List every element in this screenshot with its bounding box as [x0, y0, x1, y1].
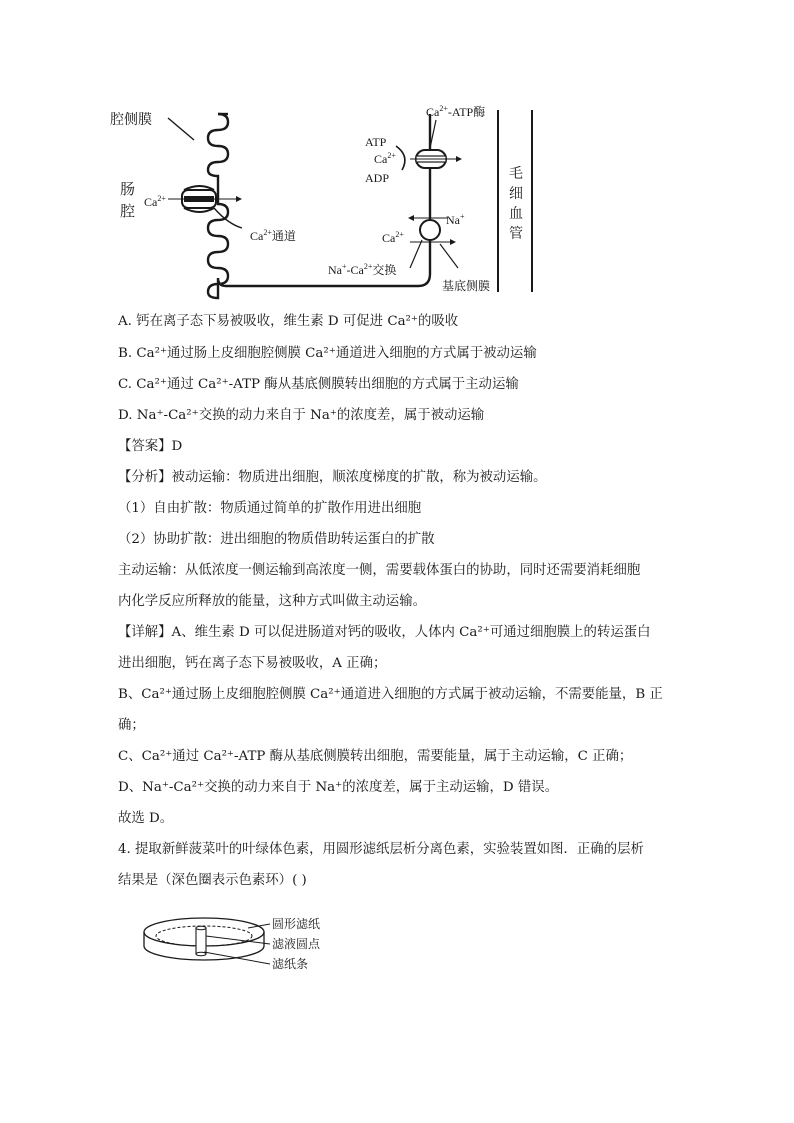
lumen-label-2: 腔: [120, 204, 136, 220]
analysis-line-1: 【分析】被动运输：物质进出细胞，顺浓度梯度的扩散，称为被动运输。: [118, 470, 547, 485]
na-label: Na+: [446, 212, 465, 227]
question4-stem-2: 结果是（深色圈表示色素环）( ): [118, 873, 307, 888]
question4-stem-1: 4. 提取新鲜菠菜叶的叶绿体色素，用圆形滤纸层析分离色素，实验装置如图．正确的层析: [118, 842, 644, 857]
cell-membrane: [208, 114, 430, 298]
detail-line-2: 进出细胞，钙在离子态下易被吸收，A 正确；: [118, 656, 387, 671]
detail-line-4: 确；: [118, 718, 145, 733]
ca-channel-label: $Ca^{2+}$通道: [250, 228, 296, 243]
ca-exchanger-label: $Ca^{2+}$: [382, 230, 404, 245]
luminal-membrane-label: 腔侧膜: [110, 113, 152, 128]
detail-line-3: B、Ca²⁺通过肠上皮细胞腔侧膜 Ca²⁺通道进入细胞的方式属于被动运输，不需要能量，B 正: [118, 687, 663, 702]
label-paper-strip: 滤纸条: [272, 957, 309, 971]
analysis-line-4: 主动运输：从低浓度一侧运输到高浓度一侧，需要载体蛋白的协助，同时还需要消耗细胞: [118, 563, 641, 578]
ca-pump-mid-label: $Ca^{2+}$: [374, 151, 396, 166]
option-c: C. Ca²⁺通过 Ca²⁺-ATP 酶从基底侧膜转出细胞的方式属于主动运输: [118, 377, 519, 392]
paper-wick-icon: [196, 928, 206, 954]
ca-atpase-label: $Ca^{2+}$-ATP酶: [426, 104, 486, 119]
option-b: B. Ca²⁺通过肠上皮细胞腔侧膜 Ca²⁺通道进入细胞的方式属于被动运输: [118, 346, 537, 361]
option-d: D. Na⁺-Ca²⁺交换的动力来自于 Na⁺的浓度差，属于被动运输: [118, 408, 485, 423]
na-ca-exchange-label: $Na^+-Ca^{2+}$交换: [328, 262, 397, 277]
detail-line-1: 【详解】A、维生素 D 可以促进肠道对钙的吸收，人体内 Ca²⁺可通过细胞膜上的转运蛋白: [118, 625, 651, 640]
atp-label: ATP: [365, 135, 387, 149]
capillary-label-4: 管: [509, 227, 523, 242]
conclusion: 故选 D。: [118, 811, 174, 826]
adp-label: ADP: [365, 171, 390, 185]
lumen-label-1: 肠: [120, 182, 136, 198]
chromatography-apparatus-diagram: [140, 906, 370, 984]
detail-line-6: D、Na⁺-Ca²⁺交换的动力来自于 Na⁺的浓度差，属于主动运输，D 错误。: [118, 780, 559, 795]
label-filter-spot: 滤液圆点: [272, 937, 321, 951]
label-filter-paper: 圆形滤纸: [272, 917, 321, 931]
ca-ion-left-label: $Ca^{2+}$: [144, 194, 166, 209]
analysis-line-3: （2）协助扩散：进出细胞的物质借助转运蛋白的扩散: [118, 532, 435, 547]
na-ca-exchanger-icon: [420, 220, 440, 240]
analysis-line-2: （1）自由扩散：物质通过简单的扩散作用进出细胞: [118, 501, 422, 516]
answer: 【答案】D: [118, 439, 183, 454]
capillary-label-3: 血: [509, 207, 523, 222]
capillary-label-1: 毛: [509, 167, 523, 182]
calcium-transport-diagram: [110, 96, 560, 306]
basolateral-label: 基底侧膜: [442, 279, 491, 293]
analysis-line-5: 内化学反应所释放的能量，这种方式叫做主动运输。: [118, 594, 426, 609]
capillary-label-2: 细: [509, 187, 523, 202]
option-a: A. 钙在离子态下易被吸收，维生素 D 可促进 Ca²⁺的吸收: [118, 314, 459, 329]
detail-line-5: C、Ca²⁺通过 Ca²⁺-ATP 酶从基底侧膜转出细胞，需要能量，属于主动运输，C 正确；: [118, 749, 633, 764]
